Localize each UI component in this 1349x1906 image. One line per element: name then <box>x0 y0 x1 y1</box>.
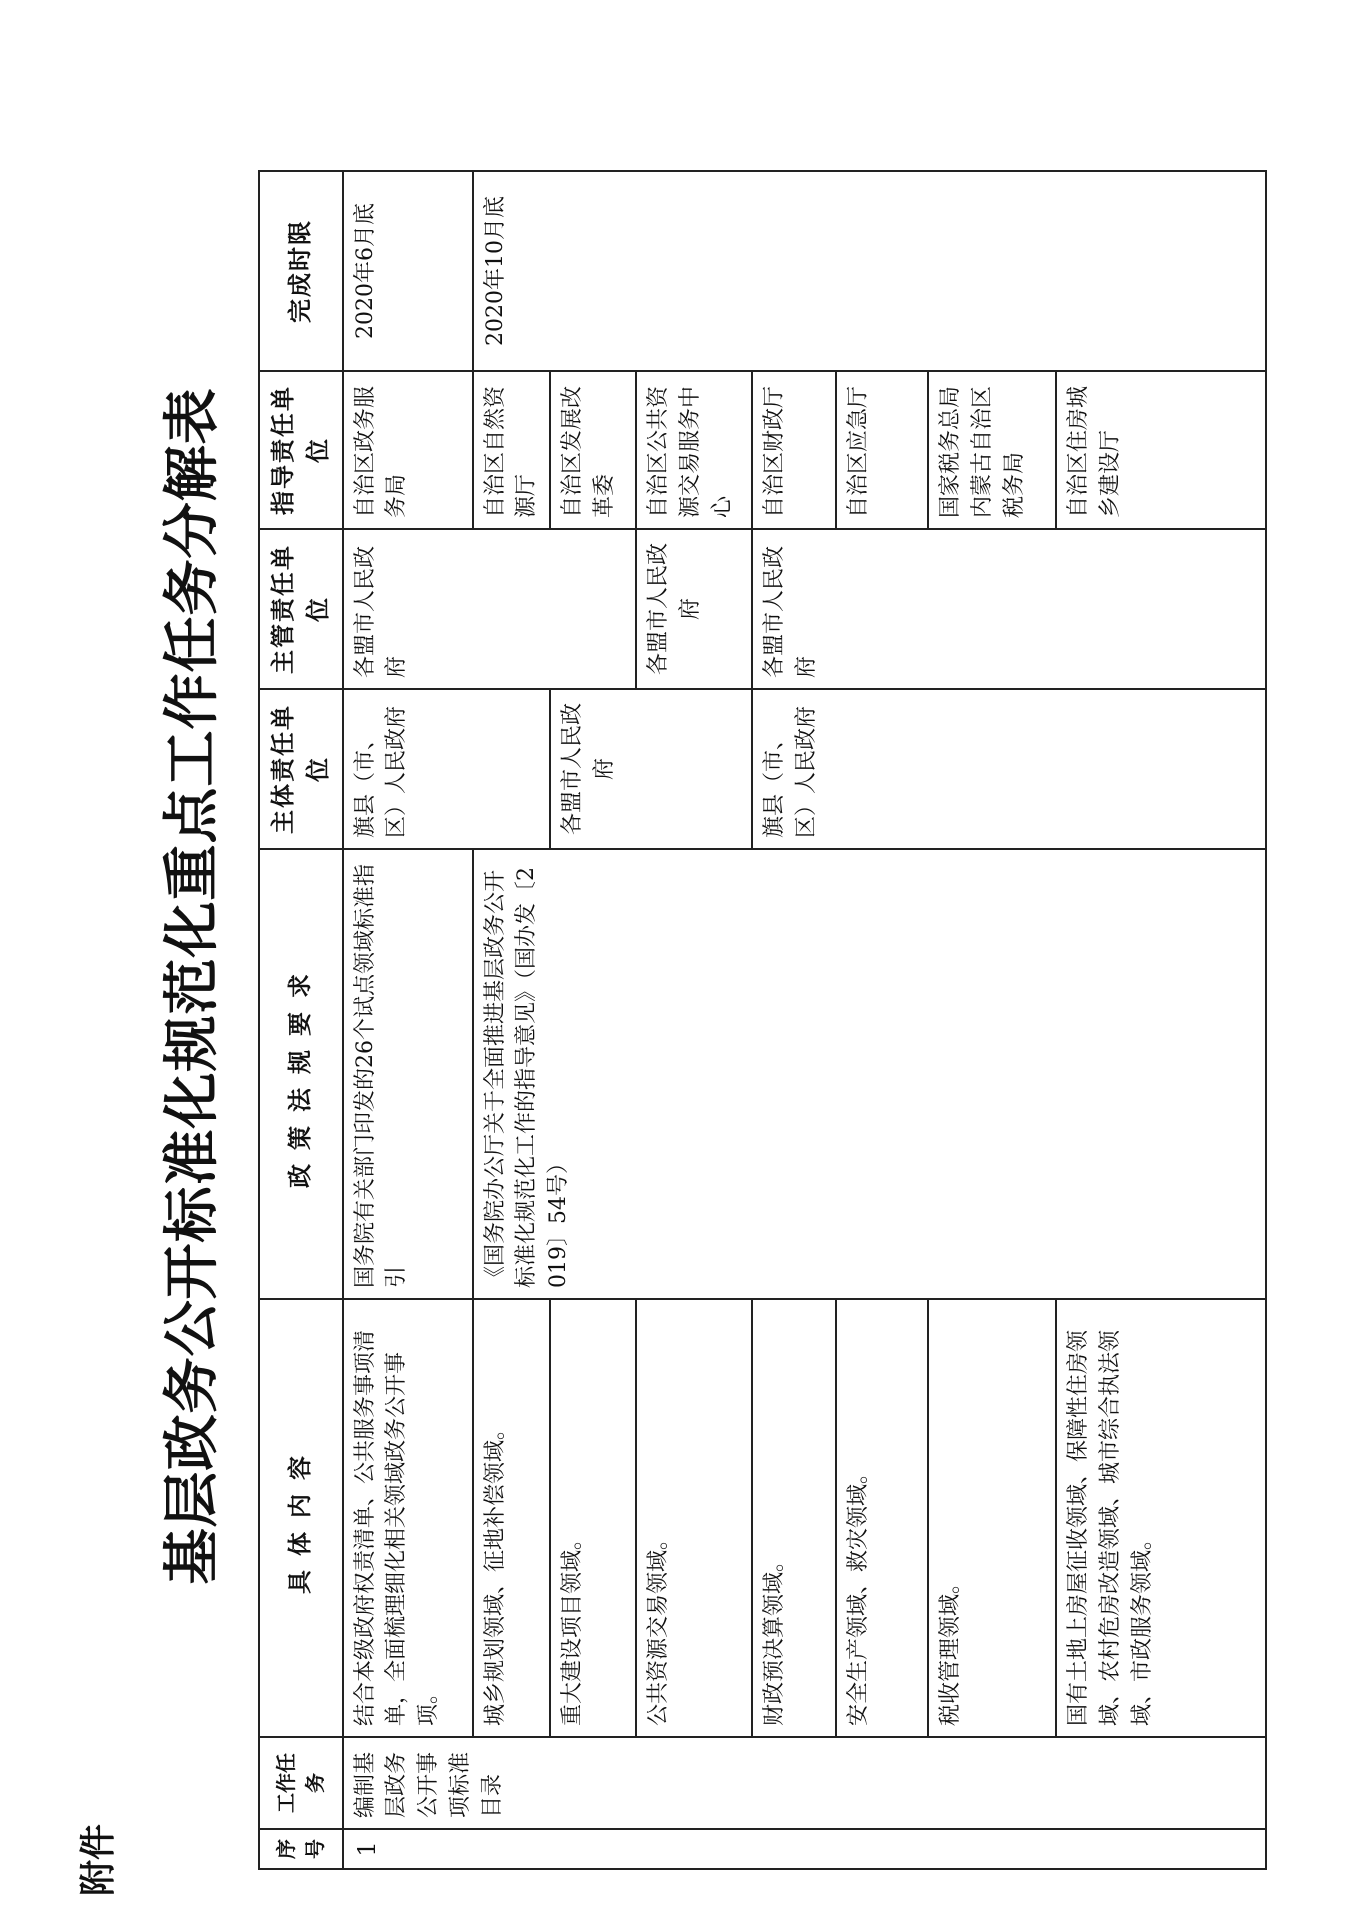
content-cell: 公共资源交易领域。 <box>636 1299 752 1737</box>
policy-cell: 《国务院办公厅关于全面推进基层政务公开标准化规范化工作的指导意见》（国办发〔2019〕54号） <box>473 849 1267 1299</box>
content-cell: 安全生产领域、救灾领域。 <box>836 1299 928 1737</box>
guiding-unit-cell: 自治区政务服务局 <box>343 371 473 529</box>
header-main-unit: 主体责任单位 <box>259 689 343 849</box>
guiding-unit-cell: 自治区自然资源厅 <box>473 371 551 529</box>
main-unit-cell: 各盟市人民政府 <box>550 689 752 849</box>
deadline-cell: 2020年6月底 <box>343 171 473 371</box>
table-row <box>343 171 473 1869</box>
guiding-unit-cell: 自治区财政厅 <box>752 371 836 529</box>
main-unit-cell: 旗县（市、区）人民政府 <box>343 689 551 849</box>
supervising-unit-cell: 各盟市人民政府 <box>343 529 637 689</box>
supervising-unit-cell: 各盟市人民政府 <box>752 529 1266 689</box>
content-cell: 国有土地上房屋征收领域、保障性住房领域、农村危房改造领域、城市综合执法领域、市政服务领域。 <box>1056 1299 1266 1737</box>
content-cell: 结合本级政府权责清单、公共服务事项清单，全面梳理细化相关领域政务公开事项。 <box>343 1299 473 1737</box>
deadline-cell: 2020年10月底 <box>473 171 1267 371</box>
content-cell: 城乡规划领域、征地补偿领域。 <box>473 1299 551 1737</box>
guiding-unit-cell: 国家税务总局内蒙古自治区税务局 <box>928 371 1056 529</box>
guiding-unit-cell: 自治区发展改革委 <box>550 371 636 529</box>
policy-cell: 国务院有关部门印发的26个试点领域标准指引 <box>343 849 473 1299</box>
header-supervising-unit: 主管责任单位 <box>259 529 343 689</box>
content-cell: 财政预决算领域。 <box>752 1299 836 1737</box>
table-row <box>473 171 551 1869</box>
attachment-label: 附件 <box>78 1823 119 1896</box>
task-table <box>258 170 1267 1870</box>
task-cell: 编制基层政务公开事项标准目录 <box>343 1737 1267 1829</box>
header-policy: 政策法规要求 <box>259 849 343 1299</box>
guiding-unit-cell: 自治区应急厅 <box>836 371 928 529</box>
guiding-unit-cell: 自治区住房城乡建设厅 <box>1056 371 1266 529</box>
header-content: 具体内容 <box>259 1299 343 1737</box>
supervising-unit-cell: 各盟市人民政府 <box>636 529 752 689</box>
content-cell: 重大建设项目领域。 <box>550 1299 636 1737</box>
header-task: 工作任务 <box>259 1737 343 1829</box>
header-deadline: 完成时限 <box>259 171 343 371</box>
guiding-unit-cell: 自治区公共资源交易服务中心 <box>636 371 752 529</box>
header-row <box>259 171 343 1869</box>
header-guiding-unit: 指导责任单位 <box>259 371 343 529</box>
header-seq: 序号 <box>259 1829 343 1869</box>
main-unit-cell: 旗县（市、区）人民政府 <box>752 689 1266 849</box>
content-cell: 税收管理领域。 <box>928 1299 1056 1737</box>
page-title: 基层政务公开标准化规范化重点工作任务分解表 <box>159 387 225 1585</box>
seq-cell: 1 <box>343 1829 1267 1869</box>
